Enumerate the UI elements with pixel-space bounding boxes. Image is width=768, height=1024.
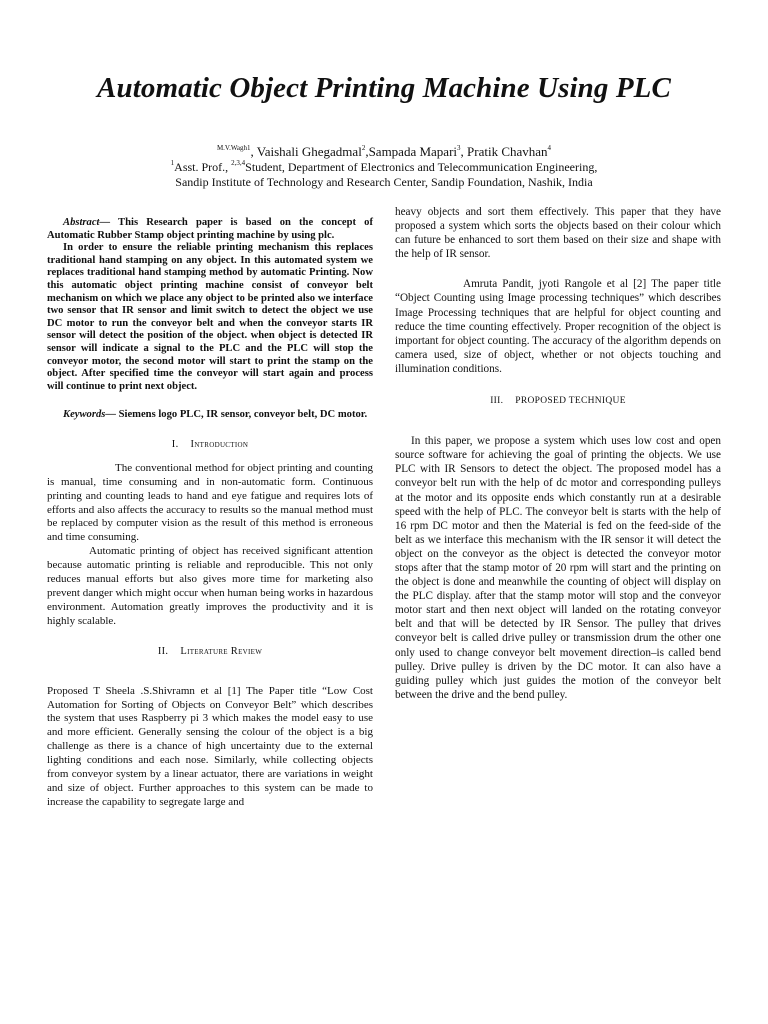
keywords (47, 409, 373, 422)
author-2: , Vaishali Ghegadmal (250, 144, 362, 159)
author-1: M.V.Wagh1 (216, 144, 251, 152)
author-4-sup: 4 (547, 144, 552, 152)
intro-paragraph-2: Automatic printing of object has received significant attention because automatic printing is reliable and reproducible. This not only reduces manual efforts but also gives more time for marketing also prevent danger which might occur when human being works in hazardous environment. Automation greatly improves the productivity and it is highly scalable. (47, 545, 373, 627)
affiliation-line-1 (0, 160, 768, 175)
proposed-technique-paragraph: In this paper, we propose a system which uses low cost and open source software for achieving the goal of printing the objects. We use PLC with IR Sensors to detect the object. The proposed model has a conveyor belt run with the help of dc motor and corresponding pulleys at the motor and its opposite ends which constantly run at a desirable speed with the help of PLC. The conveyor belt is starts with the help of 16 rpm DC motor and then the Material is fed on the feed-side of the belt as we interface this mechanism with the IR sensor it will detect the object on the conveyor as the object is detected the conveyor motor stops after that the stamp motor of 20 rpm will start and the printing on the object is done and meanwhile the counting of object will display on the PLC display. after that the stamp motor will stop and the conveyor motor start and then next object will landed on the rotating conveyor belt and that will be detected by IR Sensor. The pulley that drives conveyor belt is called drive pulley or transmission drum the other one only used to change conveyor belt movement direction–is called bend pulley. Drive pulley is driven by the DC motor. It can also have a guiding pulley which just guides the motion of the conveyor belt between the drive and the bend pulley. (395, 435, 721, 701)
abstract-paragraph-2: In order to ensure the reliable printing mechanism this replaces traditional hand stamping on any object. In this automated system we replaces traditional hand stamping method by automatic Printing. Now this automatic object printing machine consist of conveyor belt mechanism on which we place any object to be printed also we interface two sensor that IR sensor and limit switch to detect the object we use DC motor to run the conveyor belt and when the conveyor starts IR sensor will detect the position of the object. when object is detected IR sensor will indicate a signal to the PLC and the PLC will stop the conveyor motor, the second motor will start to print the stamp on the object. After specified time the conveyor will start again and process will continue to print next object. (47, 242, 373, 392)
section-heading-literature-review (47, 645, 373, 659)
literature-paragraph-2: Amruta Pandit, jyoti Rangole et al [2] The paper title “Object Counting using Image processing techniques” which describes Image Processing techniques that are helpful for object counting and reduce the time counting effectively. Proper recognition of the object is important for object counting. The accuracy of the algorithm depends on camera used, size of object, whether or not objects touching and illumination conditions. (395, 278, 721, 375)
section-number: III. (490, 396, 504, 407)
right-column (395, 205, 721, 702)
section-title: Literature Review (180, 645, 263, 657)
affiliation-line-2: Sandip Institute of Technology and Research Center, Sandip Foundation, Nashik, India (175, 175, 593, 189)
abstract (47, 217, 373, 242)
affil-sup-1: 1 (170, 159, 175, 167)
author-3: ,Sampada Mapari (365, 144, 458, 159)
author-4: , Pratik Chavhan (460, 144, 548, 159)
affil-role-2: Student, Department of Electronics and Telecommunication Engineering, (245, 160, 598, 174)
section-number: I. (171, 438, 179, 450)
literature-paragraph-1: Proposed T Sheela .S.Shivramn et al [1] The Paper title “Low Cost Automation for Sorting of Objects on Conveyor Belt” which describes the system that uses Raspberry pi 3 which makes the model easy to use and more efficient. Generally sensing the colour of the object is a big challenge as there is a chance of high uncertainty due to the external lighting conditions and each nose. Similarly, while collecting objects from conveyor system by a linear actuator, there are variations in weight and size of object. Further approaches to this system can be made to increase the capability to segregate large and (47, 684, 373, 808)
affil-sup-2: 2,3,4 (231, 159, 246, 167)
author-2-sup: 2 (361, 144, 366, 152)
section-heading-proposed-technique (395, 394, 721, 408)
section-heading-introduction (47, 438, 373, 452)
author-list (217, 144, 551, 159)
author-3-sup: 3 (457, 144, 461, 152)
section-number: II. (157, 645, 169, 657)
affil-role-1: Asst. Prof., (174, 160, 232, 174)
section-title: Introduction (190, 438, 249, 450)
section-title: PROPOSED TECHNIQUE (515, 396, 626, 407)
literature-paragraph-1-continued: heavy objects and sort them effectively. This paper that they have proposed a system which sorts the objects based on their colour which can future be enhanced to sort them based on their size and shape with the help of IR sensor. (395, 206, 721, 261)
left-column (47, 217, 373, 810)
intro-paragraph-1: The conventional method for object printing and counting is manual, time consuming and in non-automatic form. Continuous printing and counting leads to hand and eye fatigue and requires lots of efforts and also affects the accuracy to results so the manual method must be replaced by computer vision as the result of this method is erroneous and time consuming. (47, 461, 373, 544)
keywords-text: Siemens logo PLC, IR sensor, conveyor belt, DC motor. (115, 409, 368, 421)
author-block (0, 144, 768, 190)
paper-title: Automatic Object Printing Machine Using PLC (97, 72, 671, 104)
keywords-lead: Keywords— (63, 409, 116, 421)
abstract-text: This Research paper is based on the concept of Automatic Rubber Stamp object printing machine by using plc. (47, 217, 373, 241)
abstract-lead: Abstract— (63, 217, 111, 228)
